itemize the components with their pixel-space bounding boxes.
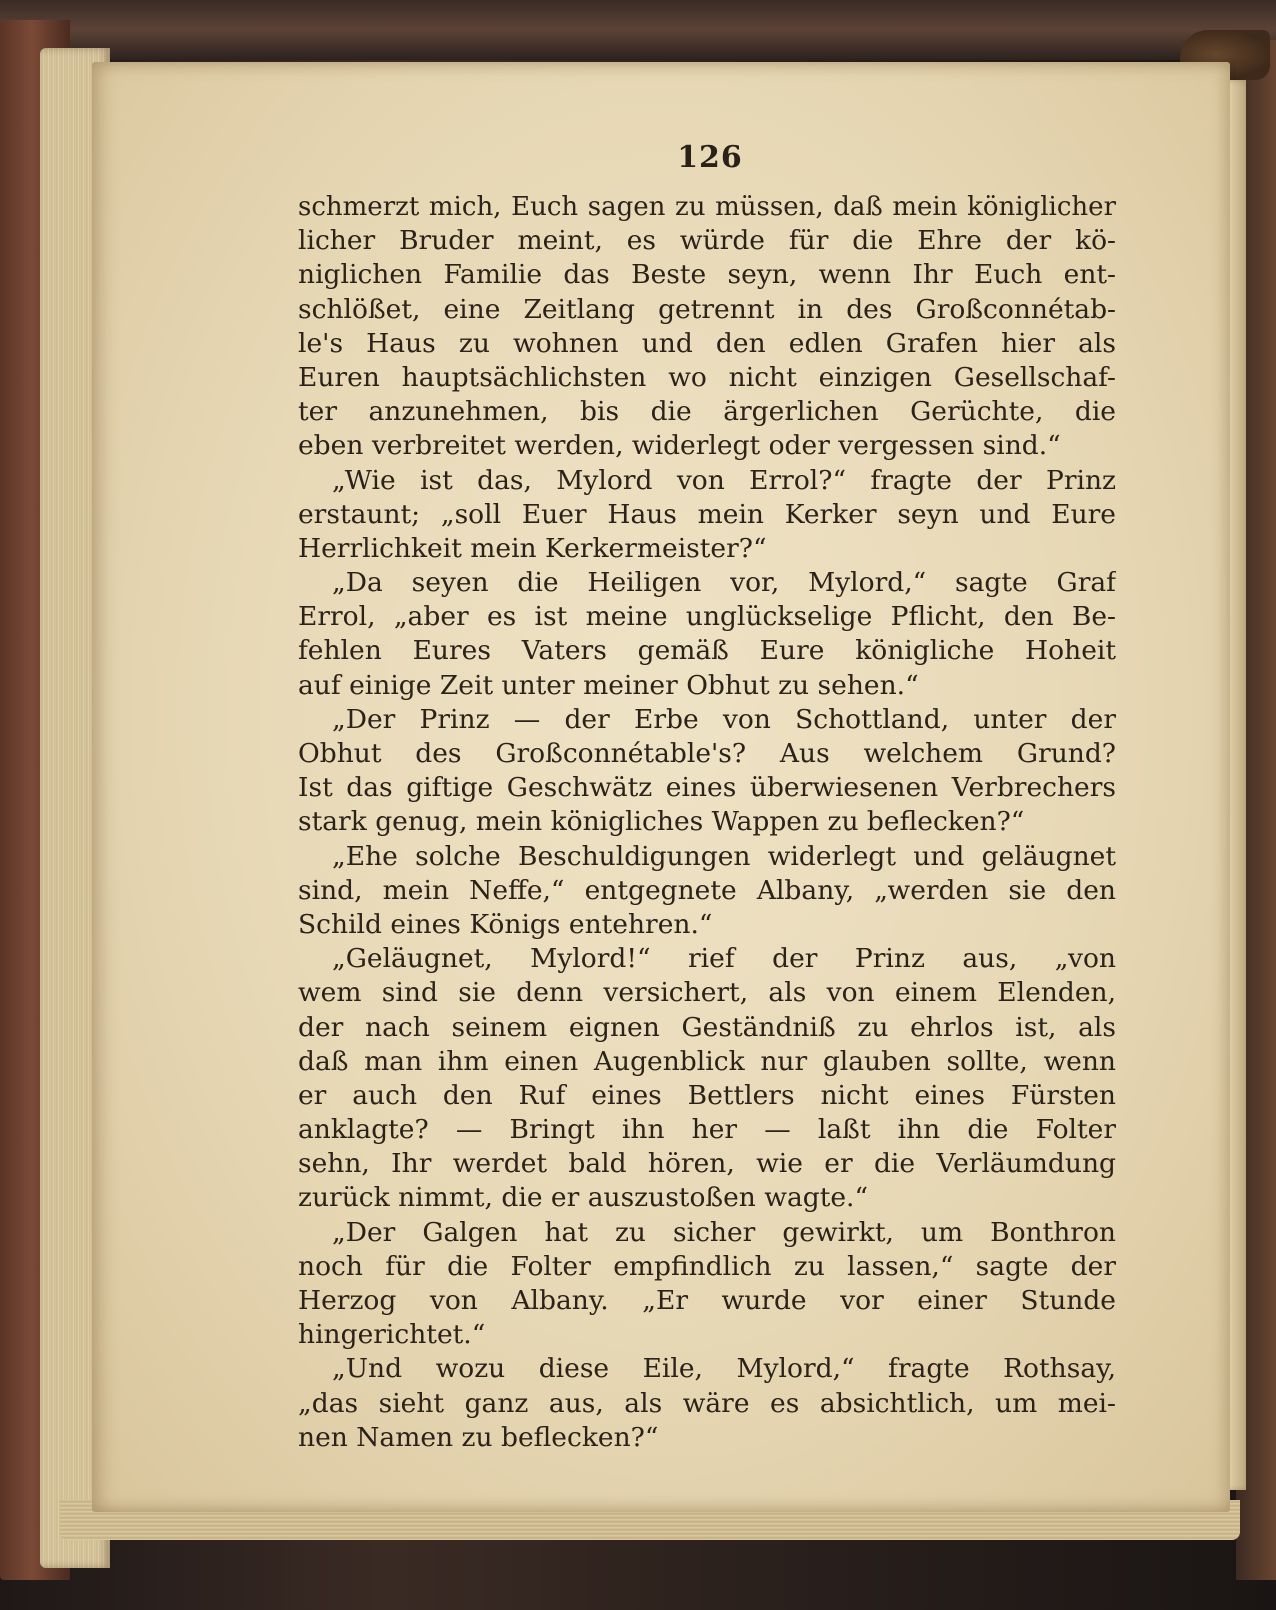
text-line: „Da seyen die Heiligen vor, Mylord,“ sagte Graf [332,567,1116,599]
text-line: stark genug, mein königliches Wappen zu beflecken?“ [298,806,1025,838]
text-line: „das sieht ganz aus, als wäre es absichtlich, um mei- [298,1387,1116,1419]
text-line: wem sind sie denn versichert, als von einem Elenden, [298,977,1116,1009]
text-line: eben verbreitet werden, widerlegt oder vergessen sind.“ [298,430,1061,462]
text-line: noch für die Folter empfindlich zu lassen,“ sagte der [298,1250,1116,1282]
text-line: nen Namen zu beflecken?“ [298,1421,659,1453]
text-line: zurück nimmt, die er auszustoßen wagte.“ [298,1182,869,1214]
text-line: auf einige Zeit unter meiner Obhut zu sehen.“ [298,669,919,701]
text-line: Obhut des Großconnétable's? Aus welchem Grund? [298,738,1116,769]
text-line: ter anzunehmen, bis die ärgerlichen Gerüchte, die [298,396,1116,428]
text-line: licher Bruder meint, es würde für die Ehre der kö- [298,225,1116,257]
text-line: „Der Galgen hat zu sicher gewirkt, um Bonthron [332,1216,1116,1248]
text-line: Errol, „aber es ist meine unglückselige Pflicht, den Be- [298,601,1116,633]
text-line: „Geläugnet, Mylord!“ rief der Prinz aus, „von [332,943,1116,975]
body-text [298,190,1116,1455]
text-line: der nach seinem eignen Geständniß zu ehrlos ist, als [298,1011,1116,1043]
text-line: Schild eines Königs entehren.“ [298,908,713,940]
text-line: Herrlichkeit mein Kerkermeister?“ [298,532,767,564]
text-line: le's Haus zu wohnen und den edlen Grafen hier als [298,327,1116,359]
text-line: schmerzt mich, Euch sagen zu müssen, daß mein königlicher [298,192,1116,222]
text-line: niglichen Familie das Beste seyn, wenn Ihr Euch ent- [298,259,1116,291]
page-number: 126 [677,140,743,175]
book-cover-top [0,0,1276,60]
text-line: er auch den Ruf eines Bettlers nicht eines Fürsten [298,1079,1116,1111]
text-line: sehn, Ihr werdet bald hören, wie er die Verläumdung [298,1148,1116,1180]
text-line: sind, mein Neffe,“ entgegnete Albany, „werden sie den [298,874,1116,906]
text-line: daß man ihm einen Augenblick nur glauben sollte, wenn [298,1045,1116,1077]
text-line: „Wie ist das, Mylord von Errol?“ fragte der Prinz [332,464,1116,496]
text-line: „Der Prinz — der Erbe von Schottland, unter der [332,703,1116,735]
text-line: Ist das giftige Geschwätz eines überwiesenen Verbrechers [298,772,1116,804]
text-line: „Und wozu diese Eile, Mylord,“ fragte Rothsay, [332,1353,1116,1385]
text-line: anklagte? — Bringt ihn her — laßt ihn die Folter [298,1114,1116,1146]
text-line: Euren hauptsächlichsten wo nicht einzigen Gesellschaf- [298,361,1116,393]
text-line: fehlen Eures Vaters gemäß Eure königliche Hoheit [298,635,1116,667]
text-line: hingerichtet.“ [298,1319,486,1351]
text-line: schlößet, eine Zeitlang getrennt in des Großconnétab- [298,293,1116,325]
text-line: „Ehe solche Beschuldigungen widerlegt und geläugnet [332,840,1116,872]
text-line: erstaunt; „soll Euer Haus mein Kerker seyn und Eure [298,498,1116,530]
text-line: Herzog von Albany. „Er wurde vor einer Stunde [298,1285,1116,1316]
